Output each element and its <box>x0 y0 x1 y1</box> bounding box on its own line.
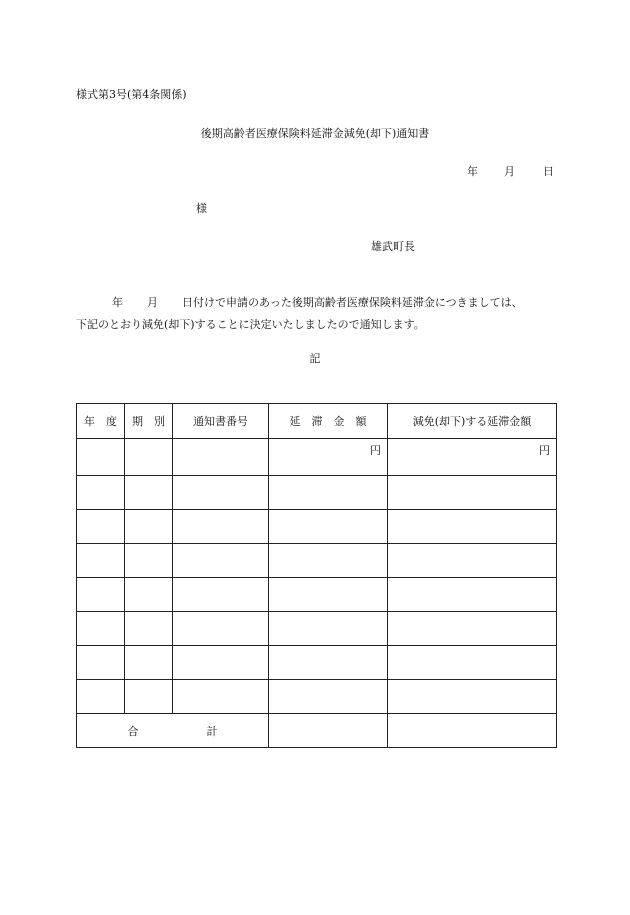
cell-reduced-amount[interactable] <box>388 544 557 578</box>
cell-fiscal-year[interactable] <box>77 578 125 612</box>
date-year: 年 <box>467 165 478 178</box>
cell-period[interactable] <box>125 578 173 612</box>
cell-overdue-amount[interactable] <box>269 544 388 578</box>
body-line-1 <box>112 294 523 310</box>
document-title: 後期高齢者医療保険料延滞金減免(却下)通知書 <box>200 127 430 140</box>
cell-notice-number[interactable] <box>173 612 269 646</box>
cell-notice-number[interactable] <box>173 510 269 544</box>
header-period: 期 別 <box>125 404 173 439</box>
table-row <box>77 439 557 476</box>
yen-unit: 円 <box>370 444 381 457</box>
form-number: 様式第3号(第4条関係) <box>76 88 187 101</box>
cell-period[interactable] <box>125 544 173 578</box>
overdue-fee-table <box>76 403 557 748</box>
cell-fiscal-year[interactable] <box>77 680 125 714</box>
cell-fiscal-year[interactable] <box>77 439 125 476</box>
cell-reduced-amount[interactable] <box>388 439 557 476</box>
cell-reduced-amount[interactable] <box>388 646 557 680</box>
cell-period[interactable] <box>125 510 173 544</box>
cell-overdue-amount[interactable] <box>269 578 388 612</box>
cell-overdue-amount[interactable] <box>269 612 388 646</box>
total-label <box>77 714 269 748</box>
header-reduced-amount: 減免(却下)する延滞金額 <box>388 404 557 439</box>
date-month: 月 <box>504 165 515 178</box>
cell-fiscal-year[interactable] <box>77 476 125 510</box>
recipient-suffix: 様 <box>196 202 207 215</box>
body-text-1: 日付けで申請のあった後期高齢者医療保険料延滞金につきましては、 <box>182 296 523 309</box>
cell-reduced-amount[interactable] <box>388 510 557 544</box>
cell-reduced-amount[interactable] <box>388 578 557 612</box>
cell-notice-number[interactable] <box>173 680 269 714</box>
table-row <box>77 476 557 510</box>
header-notice-number: 通知書番号 <box>173 404 269 439</box>
cell-fiscal-year[interactable] <box>77 646 125 680</box>
cell-fiscal-year[interactable] <box>77 510 125 544</box>
cell-notice-number[interactable] <box>173 544 269 578</box>
yen-unit: 円 <box>539 444 550 457</box>
cell-period[interactable] <box>125 646 173 680</box>
issuer: 雄武町長 <box>371 240 415 253</box>
cell-notice-number[interactable] <box>173 439 269 476</box>
total-label-left: 合 <box>127 724 139 738</box>
total-row <box>77 714 557 748</box>
header-fiscal-year: 年 度 <box>77 404 125 439</box>
table-header-row <box>77 404 557 439</box>
table-row <box>77 646 557 680</box>
header-overdue-amount: 延 滞 金 額 <box>269 404 388 439</box>
cell-total-reduced-amount[interactable] <box>388 714 557 748</box>
body-month: 月 <box>147 296 158 309</box>
body-line-2: 下記のとおり減免(却下)することに決定いたしましたので通知します。 <box>76 318 425 331</box>
table-row <box>77 510 557 544</box>
cell-reduced-amount[interactable] <box>388 680 557 714</box>
cell-reduced-amount[interactable] <box>388 612 557 646</box>
table-row <box>77 612 557 646</box>
cell-notice-number[interactable] <box>173 476 269 510</box>
cell-period[interactable] <box>125 476 173 510</box>
cell-period[interactable] <box>125 680 173 714</box>
cell-reduced-amount[interactable] <box>388 476 557 510</box>
table-row <box>77 578 557 612</box>
cell-overdue-amount[interactable] <box>269 510 388 544</box>
cell-overdue-amount[interactable] <box>269 646 388 680</box>
cell-overdue-amount[interactable] <box>269 680 388 714</box>
cell-overdue-amount[interactable] <box>269 476 388 510</box>
total-label-right: 計 <box>206 724 218 738</box>
ki-heading: 記 <box>309 352 321 365</box>
cell-overdue-amount[interactable] <box>269 439 388 476</box>
date-line <box>467 163 554 179</box>
date-day: 日 <box>543 165 554 178</box>
cell-period[interactable] <box>125 439 173 476</box>
cell-fiscal-year[interactable] <box>77 544 125 578</box>
body-year: 年 <box>112 296 123 309</box>
cell-notice-number[interactable] <box>173 578 269 612</box>
cell-total-overdue-amount[interactable] <box>269 714 388 748</box>
table-row <box>77 544 557 578</box>
cell-period[interactable] <box>125 612 173 646</box>
cell-notice-number[interactable] <box>173 646 269 680</box>
table-row <box>77 680 557 714</box>
cell-fiscal-year[interactable] <box>77 612 125 646</box>
